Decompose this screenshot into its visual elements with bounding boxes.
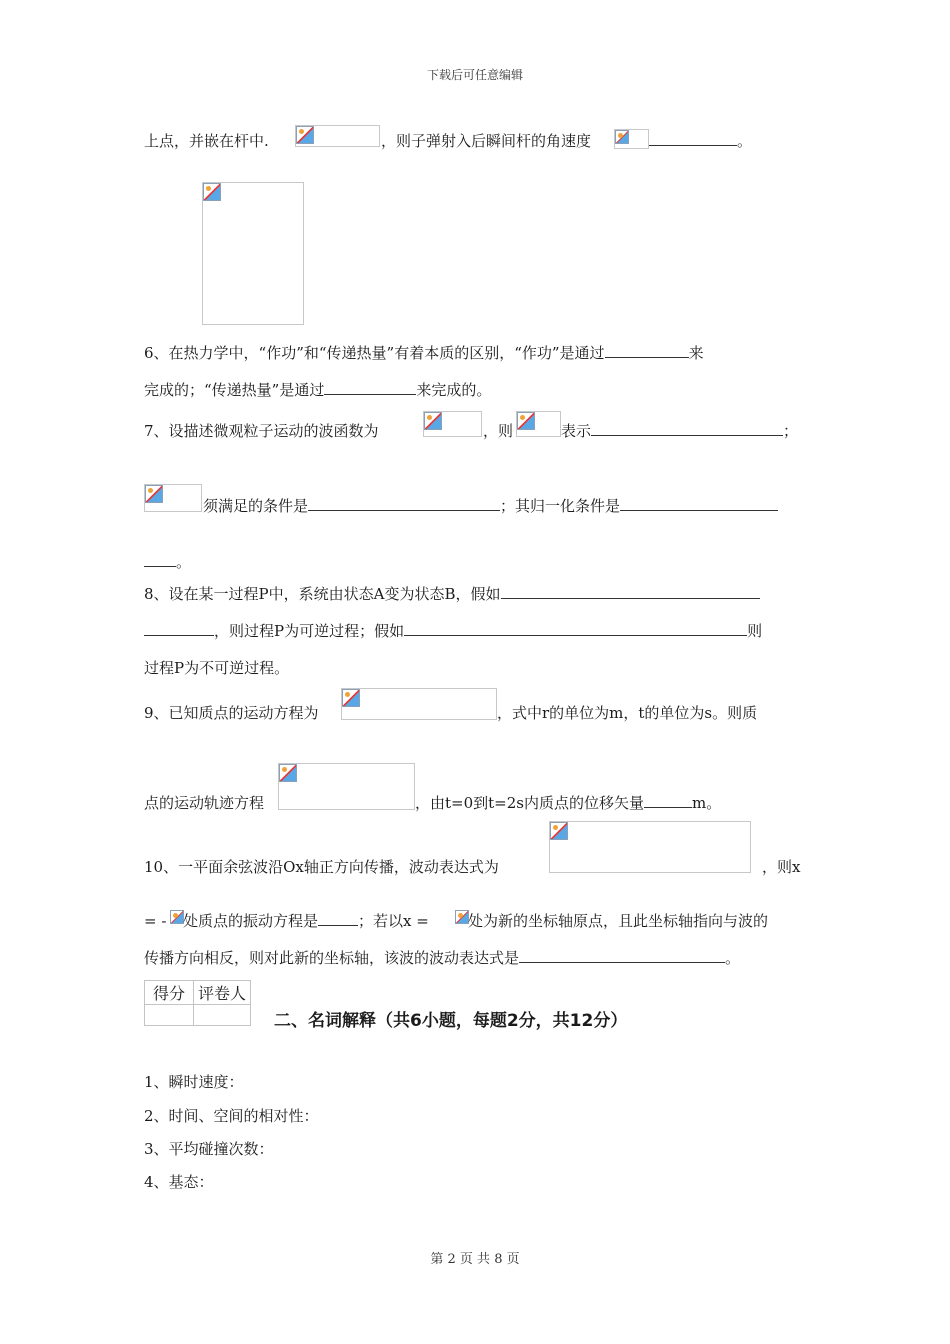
text: 7、设描述微观粒子运动的波函数为	[144, 422, 379, 440]
term-item: 4、基态：	[144, 1173, 214, 1191]
broken-image-icon	[615, 130, 629, 144]
q10-line-1a	[144, 857, 499, 877]
text: ；若以x =	[358, 912, 429, 930]
q9-line-1b	[497, 703, 757, 723]
formula-image-placeholder	[278, 763, 415, 810]
answer-blank[interactable]	[591, 421, 783, 436]
q7-line-1c	[561, 421, 798, 441]
text: ，则x	[762, 858, 801, 876]
q8-line-2	[144, 621, 762, 641]
q7-line-2	[203, 496, 778, 516]
answer-blank[interactable]	[318, 911, 358, 926]
broken-image-icon	[550, 822, 568, 840]
answer-blank[interactable]	[324, 380, 416, 395]
broken-image-icon	[296, 126, 314, 144]
text: 须满足的条件是	[203, 497, 309, 515]
q10-line-2a	[144, 911, 166, 931]
section-title: 二、名词解释（共6小题，每题2分，共12分）	[274, 1011, 628, 1031]
text: ，则过程P为可逆过程；假如	[214, 622, 405, 640]
text: 来	[688, 344, 704, 362]
formula-image-placeholder	[423, 411, 482, 437]
broken-image-icon	[424, 412, 442, 430]
formula-image-placeholder	[144, 484, 202, 512]
q10-line-3	[144, 948, 740, 968]
broken-image-icon	[145, 485, 163, 503]
text: 点的运动轨迹方程	[144, 794, 265, 812]
formula-image-placeholder	[614, 129, 649, 149]
q8-line-3	[144, 658, 289, 678]
formula-image-placeholder	[295, 125, 380, 147]
broken-image-icon	[203, 183, 221, 201]
text: 10、一平面余弦波沿Ox轴正方向传播，波动表达式为	[144, 858, 499, 876]
q7-line-1a	[144, 421, 379, 441]
text: ，由t=0到t=2s内质点的位移矢量	[415, 794, 644, 812]
answer-blank[interactable]	[519, 948, 725, 963]
answer-blank[interactable]	[649, 131, 737, 146]
q10-line-1b	[762, 857, 800, 877]
text: 处为新的坐标轴原点，且此坐标轴指向与波的	[468, 912, 769, 930]
answer-blank[interactable]	[144, 552, 176, 567]
grader-cell[interactable]	[194, 1005, 251, 1026]
text: 则	[747, 622, 763, 640]
answer-blank[interactable]	[501, 584, 760, 599]
score-cell[interactable]	[145, 1005, 194, 1026]
answer-blank[interactable]	[620, 496, 778, 511]
text: = -	[144, 912, 167, 930]
text: 传播方向相反，则对此新的坐标轴，该波的波动表达式是	[144, 949, 520, 967]
broken-image-icon	[517, 412, 535, 430]
text: 完成的；“传递热量”是通过	[144, 381, 325, 399]
text: 过程P为不可逆过程。	[144, 659, 290, 677]
text: 6、在热力学中，“作功”和“传递热量”有着本质的区别，“作功”是通过	[144, 344, 605, 362]
term-item: 2、时间、空间的相对性：	[144, 1107, 319, 1125]
broken-image-icon	[170, 910, 184, 924]
score-table	[144, 980, 251, 1026]
page-footer: 第 2 页 共 8 页	[430, 1252, 520, 1267]
text: 。	[725, 949, 741, 967]
text: m。	[691, 794, 722, 812]
q6-line-2	[144, 380, 491, 400]
answer-blank[interactable]	[308, 496, 500, 511]
formula-image-placeholder	[170, 910, 182, 926]
term-item: 1、瞬时速度：	[144, 1073, 244, 1091]
broken-image-icon	[455, 910, 469, 924]
text: 9、已知质点的运动方程为	[144, 704, 319, 722]
text: ，式中r的单位为m，t的单位为s。则质	[497, 704, 758, 722]
text: 表示	[561, 422, 592, 440]
text: 。	[176, 553, 192, 571]
term-item: 3、平均碰撞次数：	[144, 1140, 274, 1158]
text: 处质点的振动方程是	[183, 912, 319, 930]
score-header: 得分	[145, 981, 194, 1005]
broken-image-icon	[342, 689, 360, 707]
q8-line-1	[144, 584, 760, 604]
q9-line-2a	[144, 793, 264, 813]
text: ，则	[483, 422, 514, 440]
text: 上点，并嵌在杆中.	[144, 132, 269, 150]
text: 来完成的。	[416, 381, 492, 399]
text: 8、设在某一过程P中，系统由状态A变为状态B，假如	[144, 585, 501, 603]
q5-continuation-line	[144, 131, 269, 151]
answer-blank[interactable]	[605, 343, 689, 358]
page-header: 下载后可任意编辑	[426, 68, 523, 82]
formula-image-placeholder	[516, 411, 561, 437]
q7-line-3	[144, 552, 191, 572]
q10-line-2c	[468, 911, 768, 931]
text: ；其归一化条件是	[500, 497, 621, 515]
q9-line-2b	[415, 793, 721, 813]
q6-line-1	[144, 343, 704, 363]
formula-image-placeholder	[549, 821, 751, 873]
q10-line-2b	[183, 911, 429, 931]
text: ，则子弹射入后瞬间杆的角速度	[381, 132, 592, 150]
answer-blank[interactable]	[404, 621, 747, 636]
formula-image-placeholder	[341, 688, 497, 720]
answer-blank[interactable]	[644, 793, 692, 808]
figure-image-placeholder	[202, 182, 304, 325]
answer-blank[interactable]	[144, 621, 214, 636]
q7-line-1b	[483, 421, 513, 441]
broken-image-icon	[279, 764, 297, 782]
text: 。	[737, 132, 753, 150]
q9-line-1a	[144, 703, 319, 723]
text: ；	[783, 422, 799, 440]
grader-header: 评卷人	[194, 981, 251, 1005]
formula-image-placeholder	[455, 910, 467, 926]
q5-answer-blank-line	[649, 131, 752, 151]
q5-continuation-line-b	[381, 131, 591, 151]
